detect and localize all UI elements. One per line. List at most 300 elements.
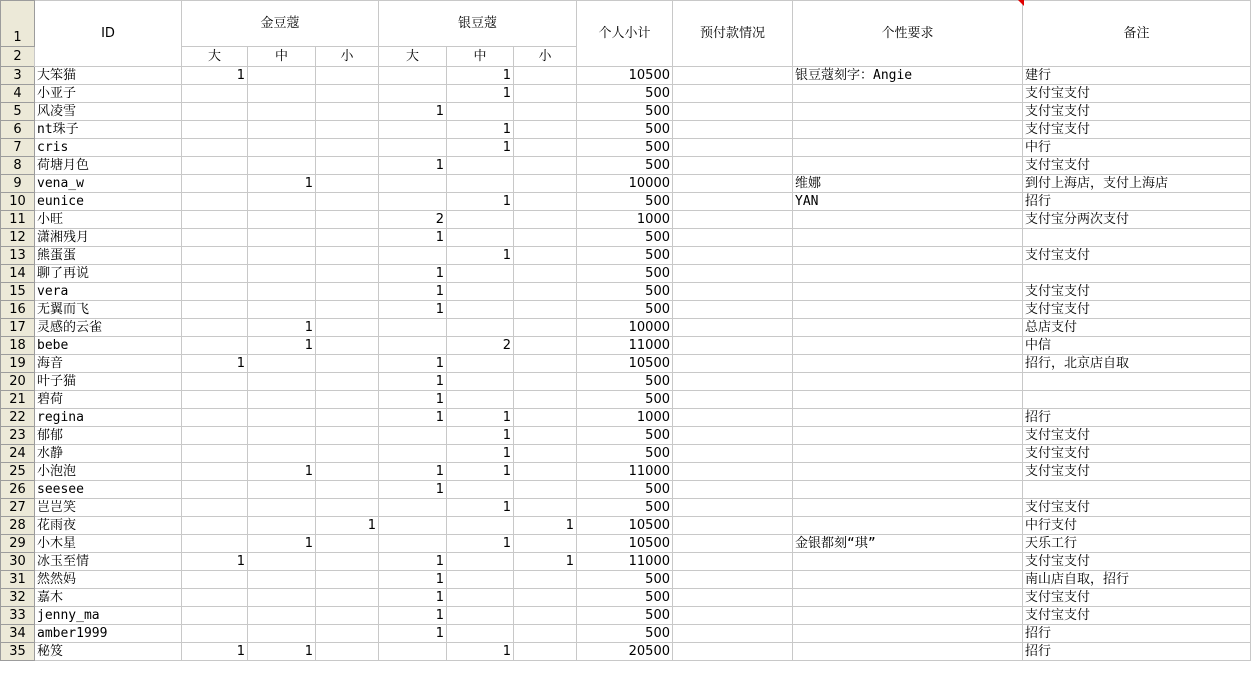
cell-id[interactable]: regina (35, 409, 182, 427)
cell-id[interactable]: 熊蛋蛋 (35, 247, 182, 265)
cell-remark[interactable]: 支付宝支付 (1023, 553, 1251, 571)
cell-personal-req[interactable] (793, 589, 1023, 607)
cell-remark[interactable]: 招行，北京店自取 (1023, 355, 1251, 373)
cell-gold-small[interactable] (316, 301, 379, 319)
cell-id[interactable]: 嘉木 (35, 589, 182, 607)
cell-silver-medium[interactable] (447, 157, 514, 175)
cell-silver-large[interactable]: 1 (379, 481, 447, 499)
cell-remark[interactable]: 建行 (1023, 67, 1251, 85)
cell-silver-medium[interactable] (447, 625, 514, 643)
cell-gold-small[interactable] (316, 337, 379, 355)
cell-silver-medium[interactable]: 1 (447, 409, 514, 427)
cell-gold-medium[interactable]: 1 (248, 319, 316, 337)
cell-remark[interactable]: 支付宝支付 (1023, 103, 1251, 121)
cell-gold-medium[interactable] (248, 85, 316, 103)
cell-silver-large[interactable] (379, 121, 447, 139)
cell-id[interactable]: 海音 (35, 355, 182, 373)
cell-silver-small[interactable] (514, 607, 577, 625)
cell-id[interactable]: 风凌雪 (35, 103, 182, 121)
cell-personal-req[interactable] (793, 121, 1023, 139)
cell-subtotal[interactable]: 500 (577, 265, 673, 283)
cell-remark[interactable] (1023, 229, 1251, 247)
row-number[interactable]: 28 (1, 517, 35, 535)
cell-subtotal[interactable]: 10000 (577, 175, 673, 193)
cell-gold-small[interactable] (316, 373, 379, 391)
row-number[interactable]: 21 (1, 391, 35, 409)
cell-remark[interactable]: 支付宝支付 (1023, 121, 1251, 139)
cell-prepay[interactable] (673, 553, 793, 571)
cell-prepay[interactable] (673, 337, 793, 355)
cell-id[interactable]: 水静 (35, 445, 182, 463)
cell-silver-medium[interactable] (447, 283, 514, 301)
row-number[interactable]: 11 (1, 211, 35, 229)
cell-subtotal[interactable]: 500 (577, 85, 673, 103)
cell-personal-req[interactable]: 银豆蔻刻字：Angie (793, 67, 1023, 85)
cell-silver-large[interactable] (379, 643, 447, 661)
cell-gold-large[interactable]: 1 (182, 553, 248, 571)
row-number[interactable]: 17 (1, 319, 35, 337)
cell-personal-req[interactable] (793, 391, 1023, 409)
cell-personal-req[interactable] (793, 643, 1023, 661)
cell-prepay[interactable] (673, 607, 793, 625)
cell-silver-small[interactable] (514, 103, 577, 121)
cell-gold-small[interactable] (316, 445, 379, 463)
cell-gold-medium[interactable] (248, 229, 316, 247)
cell-personal-req[interactable] (793, 427, 1023, 445)
cell-personal-req[interactable] (793, 247, 1023, 265)
cell-silver-small[interactable] (514, 121, 577, 139)
cell-remark[interactable] (1023, 265, 1251, 283)
cell-gold-large[interactable] (182, 607, 248, 625)
cell-gold-medium[interactable]: 1 (248, 535, 316, 553)
row-number[interactable]: 27 (1, 499, 35, 517)
cell-remark[interactable]: 支付宝支付 (1023, 301, 1251, 319)
cell-prepay[interactable] (673, 139, 793, 157)
cell-silver-large[interactable]: 1 (379, 589, 447, 607)
cell-silver-small[interactable] (514, 481, 577, 499)
cell-subtotal[interactable]: 500 (577, 247, 673, 265)
cell-id[interactable]: 秘笈 (35, 643, 182, 661)
cell-silver-small[interactable] (514, 337, 577, 355)
cell-gold-small[interactable] (316, 553, 379, 571)
cell-silver-small[interactable] (514, 175, 577, 193)
cell-personal-req[interactable] (793, 157, 1023, 175)
cell-gold-medium[interactable] (248, 211, 316, 229)
row-number[interactable]: 4 (1, 85, 35, 103)
cell-id[interactable]: seesee (35, 481, 182, 499)
cell-silver-medium[interactable] (447, 571, 514, 589)
cell-gold-medium[interactable] (248, 553, 316, 571)
cell-gold-medium[interactable] (248, 427, 316, 445)
cell-gold-small[interactable] (316, 499, 379, 517)
cell-subtotal[interactable]: 10500 (577, 517, 673, 535)
cell-silver-small[interactable] (514, 265, 577, 283)
cell-silver-large[interactable] (379, 319, 447, 337)
cell-gold-large[interactable]: 1 (182, 67, 248, 85)
row-number[interactable]: 16 (1, 301, 35, 319)
cell-remark[interactable]: 支付宝支付 (1023, 445, 1251, 463)
cell-gold-small[interactable] (316, 67, 379, 85)
cell-silver-small[interactable] (514, 139, 577, 157)
cell-silver-large[interactable]: 1 (379, 283, 447, 301)
cell-personal-req[interactable] (793, 499, 1023, 517)
cell-gold-small[interactable] (316, 607, 379, 625)
cell-gold-medium[interactable] (248, 103, 316, 121)
header-silver-group[interactable]: 银豆蔻 (379, 1, 577, 47)
cell-silver-large[interactable] (379, 499, 447, 517)
cell-subtotal[interactable]: 10500 (577, 355, 673, 373)
cell-prepay[interactable] (673, 409, 793, 427)
cell-silver-small[interactable] (514, 193, 577, 211)
cell-gold-medium[interactable] (248, 355, 316, 373)
cell-prepay[interactable] (673, 175, 793, 193)
cell-subtotal[interactable]: 10000 (577, 319, 673, 337)
cell-personal-req[interactable] (793, 337, 1023, 355)
cell-gold-large[interactable] (182, 427, 248, 445)
cell-gold-large[interactable] (182, 319, 248, 337)
cell-prepay[interactable] (673, 535, 793, 553)
cell-id[interactable]: 碧荷 (35, 391, 182, 409)
cell-gold-small[interactable] (316, 229, 379, 247)
cell-silver-small[interactable] (514, 391, 577, 409)
cell-subtotal[interactable]: 11000 (577, 553, 673, 571)
cell-silver-medium[interactable] (447, 229, 514, 247)
cell-silver-medium[interactable]: 1 (447, 247, 514, 265)
cell-gold-small[interactable] (316, 355, 379, 373)
cell-gold-large[interactable] (182, 445, 248, 463)
cell-silver-large[interactable]: 1 (379, 409, 447, 427)
cell-id[interactable]: nt珠子 (35, 121, 182, 139)
cell-personal-req[interactable] (793, 301, 1023, 319)
cell-id[interactable]: 小亚子 (35, 85, 182, 103)
cell-personal-req[interactable] (793, 607, 1023, 625)
cell-silver-large[interactable]: 1 (379, 553, 447, 571)
cell-gold-medium[interactable] (248, 157, 316, 175)
cell-gold-large[interactable] (182, 211, 248, 229)
cell-prepay[interactable] (673, 589, 793, 607)
cell-silver-medium[interactable] (447, 175, 514, 193)
cell-silver-medium[interactable] (447, 355, 514, 373)
cell-prepay[interactable] (673, 427, 793, 445)
cell-remark[interactable]: 天乐工行 (1023, 535, 1251, 553)
cell-silver-small[interactable] (514, 463, 577, 481)
cell-gold-large[interactable] (182, 85, 248, 103)
cell-personal-req[interactable] (793, 283, 1023, 301)
cell-gold-large[interactable] (182, 481, 248, 499)
cell-remark[interactable]: 招行 (1023, 643, 1251, 661)
row-number[interactable]: 9 (1, 175, 35, 193)
row-number[interactable]: 23 (1, 427, 35, 445)
cell-gold-medium[interactable] (248, 301, 316, 319)
cell-gold-large[interactable] (182, 373, 248, 391)
cell-silver-large[interactable]: 1 (379, 103, 447, 121)
cell-gold-medium[interactable] (248, 625, 316, 643)
cell-remark[interactable]: 中行 (1023, 139, 1251, 157)
row-number[interactable]: 1 (1, 1, 35, 47)
cell-gold-large[interactable] (182, 157, 248, 175)
cell-silver-large[interactable]: 1 (379, 463, 447, 481)
cell-id[interactable]: 无翼而飞 (35, 301, 182, 319)
cell-gold-medium[interactable] (248, 265, 316, 283)
cell-prepay[interactable] (673, 463, 793, 481)
cell-silver-large[interactable]: 2 (379, 211, 447, 229)
cell-prepay[interactable] (673, 499, 793, 517)
cell-silver-medium[interactable] (447, 319, 514, 337)
cell-gold-large[interactable] (182, 265, 248, 283)
cell-remark[interactable]: 中行支付 (1023, 517, 1251, 535)
cell-silver-small[interactable] (514, 589, 577, 607)
cell-gold-small[interactable] (316, 571, 379, 589)
cell-silver-medium[interactable]: 1 (447, 445, 514, 463)
cell-subtotal[interactable]: 500 (577, 103, 673, 121)
cell-prepay[interactable] (673, 193, 793, 211)
cell-id[interactable]: vena_w (35, 175, 182, 193)
cell-silver-medium[interactable]: 1 (447, 139, 514, 157)
row-number[interactable]: 34 (1, 625, 35, 643)
cell-gold-medium[interactable] (248, 409, 316, 427)
cell-subtotal[interactable]: 500 (577, 229, 673, 247)
cell-personal-req[interactable] (793, 481, 1023, 499)
cell-gold-small[interactable] (316, 175, 379, 193)
cell-gold-small[interactable] (316, 157, 379, 175)
cell-prepay[interactable] (673, 445, 793, 463)
cell-gold-large[interactable] (182, 337, 248, 355)
cell-personal-req[interactable]: YAN (793, 193, 1023, 211)
cell-prepay[interactable] (673, 157, 793, 175)
cell-silver-small[interactable] (514, 247, 577, 265)
cell-subtotal[interactable]: 11000 (577, 463, 673, 481)
cell-gold-large[interactable] (182, 463, 248, 481)
cell-silver-small[interactable]: 1 (514, 553, 577, 571)
cell-id[interactable]: 聊了再说 (35, 265, 182, 283)
cell-gold-medium[interactable] (248, 445, 316, 463)
cell-gold-large[interactable] (182, 517, 248, 535)
row-number[interactable]: 3 (1, 67, 35, 85)
row-number[interactable]: 26 (1, 481, 35, 499)
cell-personal-req[interactable] (793, 265, 1023, 283)
cell-remark[interactable]: 到付上海店，支付上海店 (1023, 175, 1251, 193)
cell-id[interactable]: 花雨夜 (35, 517, 182, 535)
header-silver-small[interactable]: 小 (514, 47, 577, 67)
cell-subtotal[interactable]: 11000 (577, 337, 673, 355)
cell-silver-small[interactable] (514, 355, 577, 373)
row-number[interactable]: 2 (1, 47, 35, 67)
cell-silver-medium[interactable] (447, 301, 514, 319)
cell-silver-small[interactable] (514, 283, 577, 301)
cell-silver-small[interactable] (514, 409, 577, 427)
cell-silver-small[interactable] (514, 85, 577, 103)
cell-personal-req[interactable]: 金银都刻“琪” (793, 535, 1023, 553)
cell-gold-large[interactable] (182, 175, 248, 193)
cell-personal-req[interactable] (793, 373, 1023, 391)
cell-gold-small[interactable] (316, 589, 379, 607)
cell-gold-medium[interactable] (248, 571, 316, 589)
cell-silver-small[interactable] (514, 499, 577, 517)
cell-silver-medium[interactable] (447, 481, 514, 499)
row-number[interactable]: 20 (1, 373, 35, 391)
cell-gold-small[interactable] (316, 319, 379, 337)
cell-gold-small[interactable] (316, 121, 379, 139)
cell-gold-small[interactable] (316, 391, 379, 409)
cell-silver-medium[interactable]: 1 (447, 193, 514, 211)
cell-remark[interactable]: 支付宝支付 (1023, 499, 1251, 517)
cell-silver-small[interactable]: 1 (514, 517, 577, 535)
row-number[interactable]: 7 (1, 139, 35, 157)
cell-remark[interactable]: 支付宝支付 (1023, 283, 1251, 301)
cell-gold-medium[interactable] (248, 481, 316, 499)
cell-silver-large[interactable]: 1 (379, 265, 447, 283)
cell-id[interactable]: 小泡泡 (35, 463, 182, 481)
cell-prepay[interactable] (673, 121, 793, 139)
header-subtotal[interactable]: 个人小计 (577, 1, 673, 67)
cell-personal-req[interactable] (793, 229, 1023, 247)
header-id[interactable]: ID (35, 1, 182, 67)
cell-gold-medium[interactable]: 1 (248, 337, 316, 355)
row-number[interactable]: 8 (1, 157, 35, 175)
cell-remark[interactable]: 支付宝支付 (1023, 85, 1251, 103)
cell-gold-small[interactable] (316, 625, 379, 643)
cell-personal-req[interactable] (793, 625, 1023, 643)
cell-gold-medium[interactable]: 1 (248, 643, 316, 661)
cell-id[interactable]: bebe (35, 337, 182, 355)
cell-remark[interactable] (1023, 481, 1251, 499)
cell-silver-small[interactable] (514, 319, 577, 337)
cell-subtotal[interactable]: 500 (577, 427, 673, 445)
cell-gold-large[interactable] (182, 409, 248, 427)
cell-personal-req[interactable] (793, 445, 1023, 463)
cell-remark[interactable]: 支付宝支付 (1023, 427, 1251, 445)
cell-subtotal[interactable]: 500 (577, 157, 673, 175)
cell-id[interactable]: 荷塘月色 (35, 157, 182, 175)
cell-gold-large[interactable] (182, 391, 248, 409)
cell-gold-medium[interactable] (248, 373, 316, 391)
cell-id[interactable]: amber1999 (35, 625, 182, 643)
cell-remark[interactable]: 南山店自取，招行 (1023, 571, 1251, 589)
cell-silver-medium[interactable]: 1 (447, 535, 514, 553)
cell-subtotal[interactable]: 500 (577, 589, 673, 607)
row-number[interactable]: 22 (1, 409, 35, 427)
row-number[interactable]: 30 (1, 553, 35, 571)
cell-id[interactable]: vera (35, 283, 182, 301)
cell-prepay[interactable] (673, 319, 793, 337)
cell-gold-small[interactable] (316, 481, 379, 499)
cell-gold-medium[interactable] (248, 499, 316, 517)
cell-remark[interactable] (1023, 373, 1251, 391)
cell-prepay[interactable] (673, 103, 793, 121)
cell-personal-req[interactable] (793, 409, 1023, 427)
row-number[interactable]: 18 (1, 337, 35, 355)
cell-gold-small[interactable] (316, 103, 379, 121)
cell-gold-medium[interactable]: 1 (248, 463, 316, 481)
cell-subtotal[interactable]: 500 (577, 373, 673, 391)
cell-gold-large[interactable] (182, 121, 248, 139)
cell-remark[interactable]: 支付宝支付 (1023, 247, 1251, 265)
cell-remark[interactable]: 招行 (1023, 193, 1251, 211)
cell-gold-medium[interactable] (248, 589, 316, 607)
cell-silver-large[interactable] (379, 517, 447, 535)
cell-silver-medium[interactable] (447, 553, 514, 571)
cell-silver-medium[interactable]: 1 (447, 499, 514, 517)
cell-gold-large[interactable] (182, 499, 248, 517)
cell-subtotal[interactable]: 500 (577, 139, 673, 157)
cell-silver-medium[interactable] (447, 265, 514, 283)
cell-prepay[interactable] (673, 85, 793, 103)
cell-prepay[interactable] (673, 67, 793, 85)
cell-silver-medium[interactable]: 1 (447, 427, 514, 445)
row-number[interactable]: 5 (1, 103, 35, 121)
cell-silver-small[interactable] (514, 571, 577, 589)
cell-gold-medium[interactable] (248, 139, 316, 157)
cell-personal-req[interactable] (793, 85, 1023, 103)
cell-prepay[interactable] (673, 517, 793, 535)
cell-id[interactable]: 大笨猫 (35, 67, 182, 85)
row-number[interactable]: 13 (1, 247, 35, 265)
row-number[interactable]: 29 (1, 535, 35, 553)
cell-silver-large[interactable] (379, 337, 447, 355)
cell-silver-large[interactable] (379, 85, 447, 103)
header-remarks[interactable]: 备注 (1023, 1, 1251, 67)
cell-gold-small[interactable] (316, 265, 379, 283)
cell-prepay[interactable] (673, 481, 793, 499)
cell-gold-small[interactable] (316, 139, 379, 157)
cell-gold-small[interactable] (316, 247, 379, 265)
cell-silver-large[interactable]: 1 (379, 571, 447, 589)
cell-id[interactable]: cris (35, 139, 182, 157)
cell-silver-medium[interactable] (447, 103, 514, 121)
cell-prepay[interactable] (673, 643, 793, 661)
cell-subtotal[interactable]: 500 (577, 301, 673, 319)
cell-gold-medium[interactable] (248, 391, 316, 409)
row-number[interactable]: 35 (1, 643, 35, 661)
cell-subtotal[interactable]: 10500 (577, 535, 673, 553)
cell-silver-small[interactable] (514, 67, 577, 85)
cell-remark[interactable]: 招行 (1023, 409, 1251, 427)
cell-silver-small[interactable] (514, 625, 577, 643)
cell-gold-small[interactable] (316, 85, 379, 103)
cell-silver-large[interactable] (379, 427, 447, 445)
cell-personal-req[interactable]: 维娜 (793, 175, 1023, 193)
cell-silver-large[interactable]: 1 (379, 607, 447, 625)
cell-personal-req[interactable] (793, 103, 1023, 121)
row-number[interactable]: 32 (1, 589, 35, 607)
cell-subtotal[interactable]: 500 (577, 193, 673, 211)
cell-silver-large[interactable] (379, 445, 447, 463)
cell-silver-small[interactable] (514, 445, 577, 463)
row-number[interactable]: 15 (1, 283, 35, 301)
cell-id[interactable]: eunice (35, 193, 182, 211)
cell-gold-small[interactable] (316, 283, 379, 301)
cell-prepay[interactable] (673, 391, 793, 409)
cell-subtotal[interactable]: 500 (577, 445, 673, 463)
cell-gold-large[interactable] (182, 301, 248, 319)
cell-remark[interactable]: 支付宝支付 (1023, 589, 1251, 607)
cell-gold-small[interactable] (316, 427, 379, 445)
cell-remark[interactable]: 支付宝分两次支付 (1023, 211, 1251, 229)
cell-subtotal[interactable]: 500 (577, 391, 673, 409)
row-number[interactable]: 10 (1, 193, 35, 211)
cell-id[interactable]: 岂岂笑 (35, 499, 182, 517)
cell-silver-large[interactable]: 1 (379, 157, 447, 175)
cell-gold-large[interactable] (182, 589, 248, 607)
cell-gold-large[interactable] (182, 229, 248, 247)
cell-silver-medium[interactable]: 2 (447, 337, 514, 355)
cell-silver-large[interactable]: 1 (379, 355, 447, 373)
cell-remark[interactable]: 招行 (1023, 625, 1251, 643)
cell-id[interactable]: 叶子猫 (35, 373, 182, 391)
cell-subtotal[interactable]: 500 (577, 499, 673, 517)
cell-prepay[interactable] (673, 283, 793, 301)
cell-silver-small[interactable] (514, 211, 577, 229)
